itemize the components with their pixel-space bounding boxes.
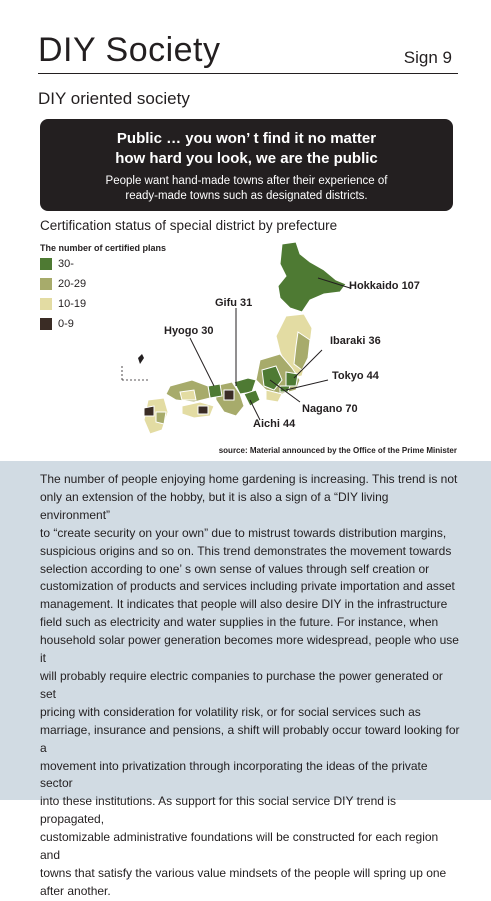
map-region-ibaraki [286, 372, 298, 386]
body-panel [0, 461, 491, 898]
body-line: only an extension of the hobby, but it is also a sign of a “DIY living environment” [40, 489, 389, 522]
banner-headline-line-1: Public … you won’ t find it no matter [116, 130, 377, 147]
map-region-kyushu-dark [144, 406, 154, 416]
banner-subline-1: People want hand-made towns after their experience of [105, 175, 388, 187]
legend-item-0-9 [40, 317, 74, 331]
body-line: to “create security on your own” due to mistrust towards distribution margins, [40, 525, 447, 540]
chart-source-note: source: Material announced by the Office of the Prime Minister [218, 446, 457, 455]
map-region-osaka [224, 390, 234, 400]
body-line: field such as electricity and water supplies in the future. For instance, when [40, 615, 439, 630]
callout-tokyo: Tokyo 44 [332, 370, 379, 382]
page-header [38, 30, 458, 74]
body-line: pricing with consideration for volatility risk, or for social services such as [40, 704, 421, 719]
page-title: DIY Society [38, 31, 221, 69]
map-region-kyushu-mid [156, 412, 166, 424]
body-paragraph [40, 471, 460, 901]
legend-label: 30- [58, 258, 74, 270]
body-line: customization of products and services including private importation and asset [40, 579, 455, 594]
legend-item-20-29 [40, 277, 86, 291]
legend-label: 10-19 [58, 298, 87, 310]
map-region-hokkaido [278, 242, 346, 312]
chart-title: Certification status of special district by prefecture [40, 218, 338, 233]
leader-hyogo [190, 338, 214, 386]
section-subtitle: DIY oriented society [38, 89, 190, 108]
banner-subline-2: ready-made towns such as designated districts. [125, 190, 368, 202]
body-line: into these institutions. As support for this social service DIY trend is propagated, [40, 794, 396, 827]
body-line: marriage, insurance and pensions, a shift will probably occur toward looking for a [40, 722, 460, 755]
callout-aichi: Aichi 44 [253, 418, 296, 430]
body-line: movement into privatization through incorporating the ideas of the private sector [40, 758, 428, 791]
legend-swatch [40, 298, 52, 310]
legend-label: 20-29 [58, 278, 87, 290]
callout-hokkaido: Hokkaido 107 [349, 280, 420, 292]
map-region-shikoku-dark [198, 406, 208, 414]
sign-number: Sign 9 [403, 48, 452, 67]
body-line: will probably require electric companies to purchase the power generated or set [40, 668, 443, 701]
map-okinawa-inset [138, 354, 144, 364]
legend-label: 0-9 [58, 318, 74, 330]
legend-swatch [40, 278, 52, 290]
body-line: towns that satisfy the various value mindsets of the people will spring up one [40, 865, 447, 880]
callout-hyogo: Hyogo 30 [164, 325, 214, 337]
body-line: The number of people enjoying home gardening is increasing. This trend is not [40, 472, 458, 486]
legend-title: The number of certified plans [40, 243, 167, 253]
legend-item-30-plus [40, 257, 74, 271]
body-line: suspicious origins and so on. This trend demonstrates the movement towards [40, 543, 452, 558]
legend-item-10-19 [40, 297, 86, 311]
banner-headline-line-2: how hard you look, we are the public [115, 150, 378, 167]
legend-swatch [40, 318, 52, 330]
legend-swatch [40, 258, 52, 270]
body-line: customizable administrative foundations will be constructed for each region and [40, 830, 439, 863]
body-line: household solar power generation becomes more widespread, people who use it [40, 633, 459, 666]
body-line: after another. [40, 883, 111, 898]
callout-nagano: Nagano 70 [302, 403, 358, 415]
callout-gifu: Gifu 31 [215, 297, 253, 309]
body-line: selection according to one’ s own sense of values through self creation or [40, 561, 430, 576]
map-region-chugoku-south [180, 390, 196, 400]
headline-banner [40, 119, 453, 211]
map-inset-frame [122, 366, 148, 380]
callout-ibaraki: Ibaraki 36 [330, 335, 381, 347]
body-line: management. It indicates that people will also desire DIY in the infrastructure [40, 597, 448, 612]
